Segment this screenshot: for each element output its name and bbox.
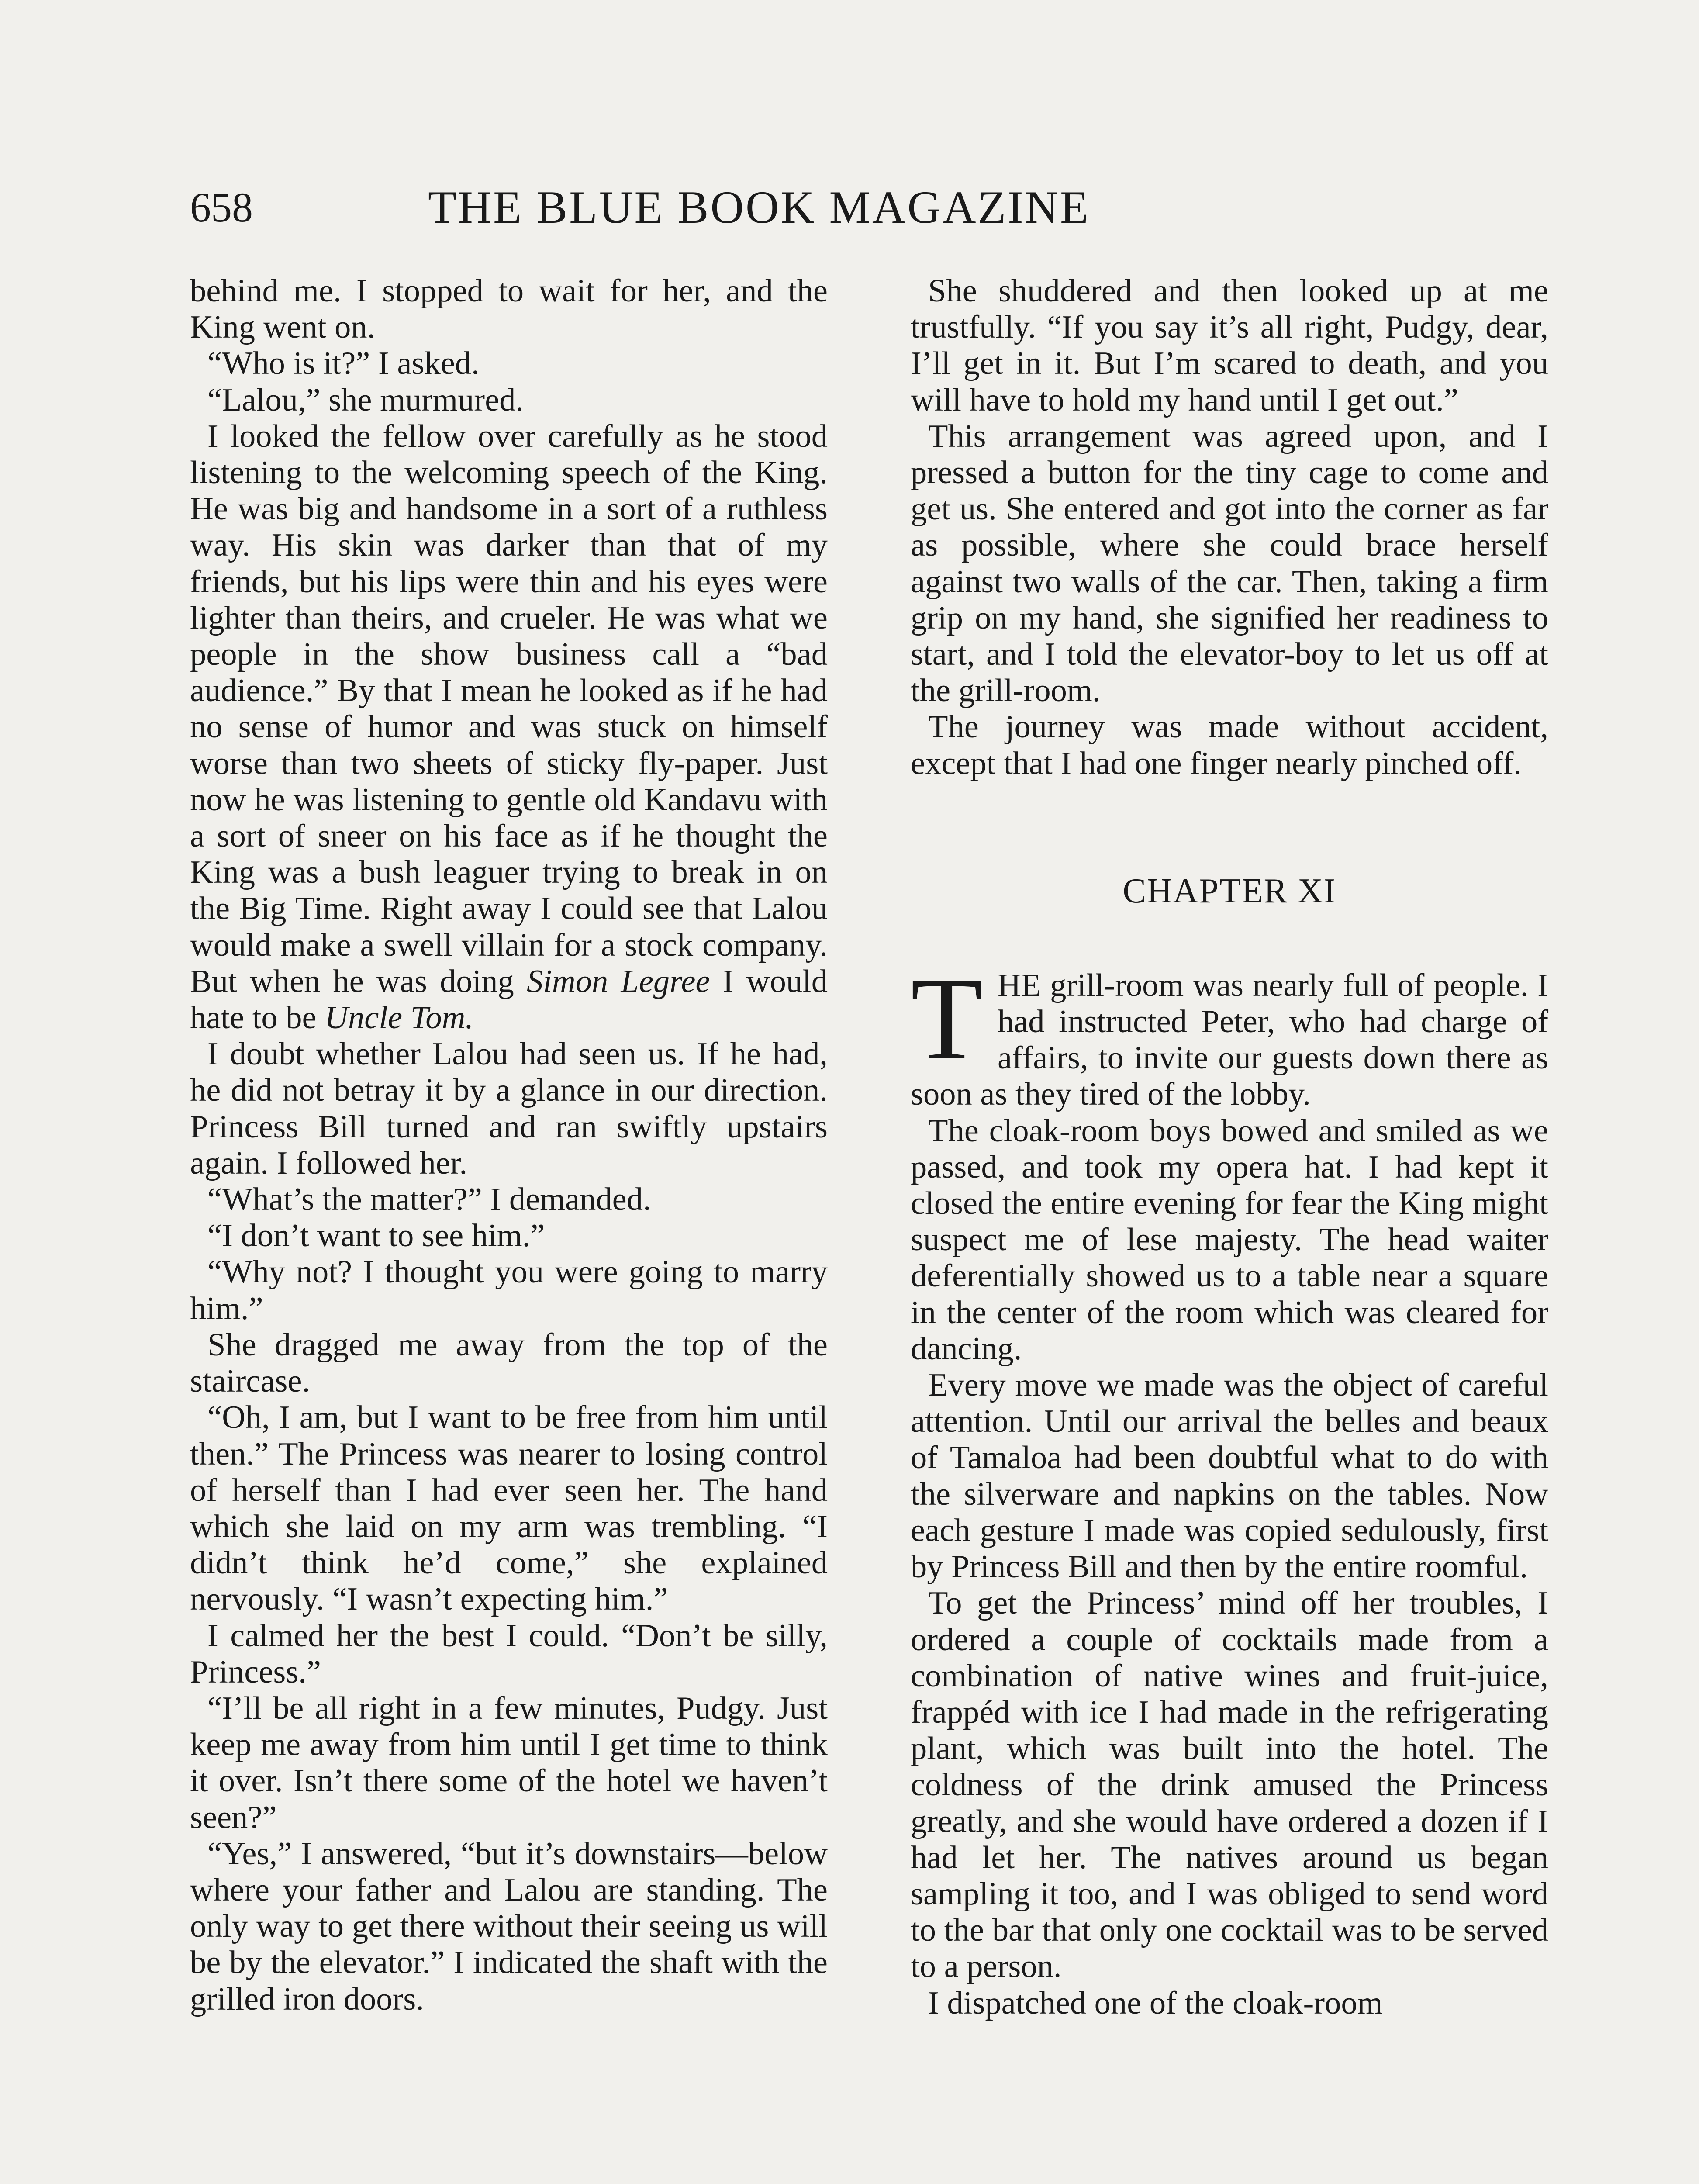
right-column — [911, 273, 1548, 2022]
paragraph: I calmed her the best I could. “Don’t be silly, Princess.” — [190, 1617, 828, 1690]
drop-cap: T — [911, 953, 983, 1084]
page-number: 658 — [190, 184, 253, 231]
running-head: THE BLUE BOOK MAGAZINE — [428, 182, 1090, 233]
paragraph: behind me. I stopped to wait for her, and the King went on. — [190, 273, 828, 346]
italic-name: Uncle Tom. — [325, 1000, 474, 1036]
paragraph — [190, 418, 828, 1036]
page-header — [190, 175, 1219, 240]
italic-name: Simon Legree — [526, 963, 710, 999]
opening-paragraph — [911, 953, 1548, 1113]
paragraph: “I’ll be all right in a few minutes, Pudgy. Just keep me away from him until I get time to think it over. Isn’t there some of the hotel we haven’t seen?” — [190, 1690, 828, 1835]
paragraph: “What’s the matter?” I demanded. — [207, 1182, 651, 1218]
paragraph: “Oh, I am, but I want to be free from him until then.” The Princess was nearer to losing control of herself than I had ever seen her. The hand which she laid on my arm was trembling. “I didn’t think he’d come,” she explained nervously. “I wasn’t expecting him.” — [190, 1400, 828, 1617]
paragraph: “Why not? I thought you were going to marry him.” — [190, 1254, 828, 1327]
paragraph-text: I looked the fellow over carefully as he stood listening to the welcoming speech of the King. He was big and handsome in a sort of a ruthless way. His skin was darker than that of my friends, but his lips were thin and his eyes were lighter than theirs, and crueler. He was what we people in the show business call a “bad audience.” By that I mean he looked as if he had no sense of humor and was stuck on himself worse than two sheets of sticky fly-paper. Just now he was listening to gentle old Kandavu with a sort of sneer on his face as if he thought the King was a bush leaguer trying to break in on the Big Time. Right away I could see that Lalou would make a swell villain for a stock company. But when he was doing — [190, 418, 828, 999]
paragraph: I dispatched one of the cloak-room — [928, 1985, 1383, 2021]
chapter-title: CHAPTER XI — [1122, 871, 1336, 910]
paragraph: To get the Princess’ mind off her troubles, I ordered a couple of cocktails made from a combination of native wines and fruit-juice, frappéd with ice I had made in the refrigerating plant, which was built into the hotel. The coldness of the drink amused the Princess greatly, and she would have ordered a dozen if I had let her. The natives around us began sampling it too, and I was obliged to send word to the bar that only one cocktail was to be served to a person. — [911, 1585, 1548, 1985]
paragraph: She dragged me away from the top of the staircase. — [190, 1327, 828, 1400]
paragraph: I doubt whether Lalou had seen us. If he had, he did not betray it by a glance in our direction. Princess Bill turned and ran swiftly upstairs again. I followed her. — [190, 1036, 828, 1181]
paragraph: “Who is it?” I asked. — [207, 346, 480, 382]
paragraph: Every move we made was the object of careful attention. Until our arrival the belles and beaux of Tamaloa had been doubtful what to do with the silverware and napkins on the tables. Now each gesture I made was copied sedulously, first by Princess Bill and then by the entire roomful. — [911, 1367, 1548, 1585]
paragraph: “Lalou,” she murmured. — [207, 382, 524, 418]
paragraph: She shuddered and then looked up at me trustfully. “If you say it’s all right, Pudgy, dear, I’ll get in it. But I’m scared to death, and you will have to hold my hand until I get out.” — [911, 273, 1548, 418]
paragraph: The journey was made without accident, except that I had one finger nearly pinched off. — [911, 709, 1548, 781]
paragraph: “Yes,” I answered, “but it’s downstairs—below where your father and Lalou are standing. The only way to get there without their seeing us will be by the elevator.” I indicated the shaft with the grilled iron doors. — [190, 1835, 828, 2017]
left-column — [190, 273, 828, 2018]
paragraph: The cloak-room boys bowed and smiled as we passed, and took my opera hat. I had kept it closed the entire evening for fear the King might suspect me of lese majesty. The head waiter deferentially showed us to a table near a square in the center of the room which was cleared for dancing. — [911, 1113, 1548, 1367]
paragraph-text: I would hate to be — [190, 963, 828, 1036]
paragraph: “I don’t want to see him.” — [207, 1218, 545, 1254]
paragraph-text: HE grill-room was nearly full of people. I had instructed Peter, who had charge of affairs, to invite our guests down there as soon as they tired of the lobby. — [911, 967, 1548, 1113]
paragraph: This arrangement was agreed upon, and I pressed a button for the tiny cage to come and get us. She entered and got into the corner as far as possible, where she could brace herself against two walls of the car. Then, taking a firm grip on my hand, she signified her readiness to start, and I told the elevator-boy to let us off at the grill-room. — [911, 418, 1548, 709]
